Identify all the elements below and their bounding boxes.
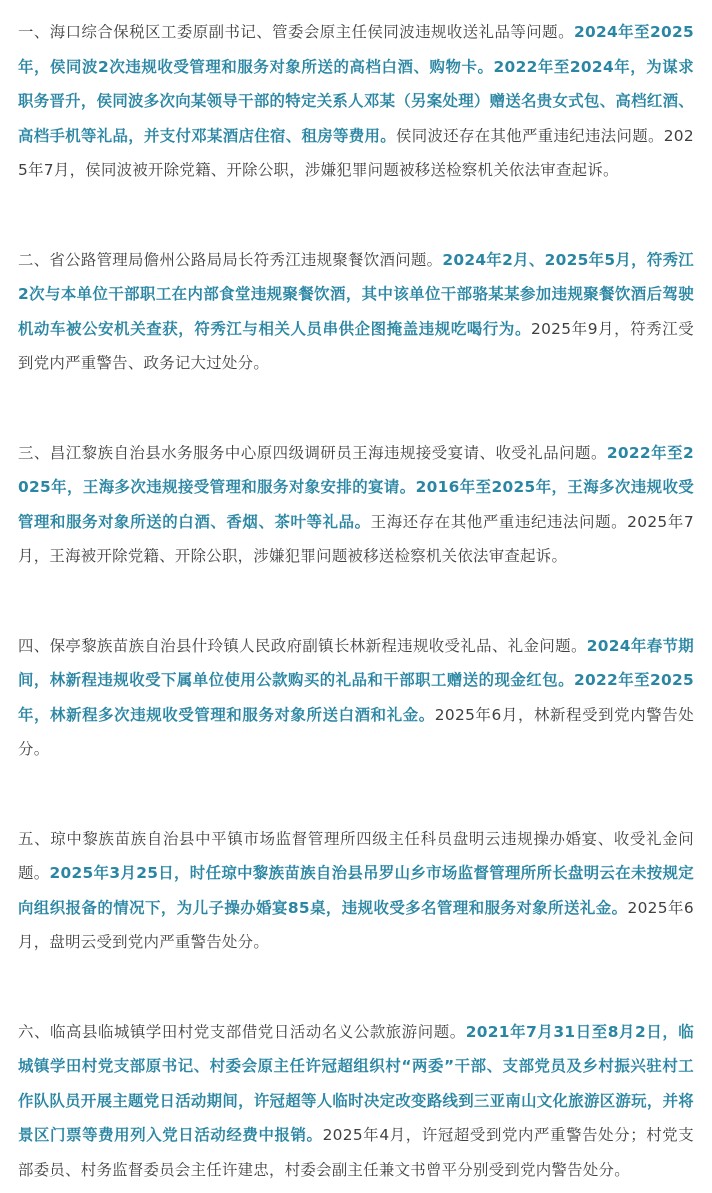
- case-highlight: 2025年3月25日，时任琼中黎族苗族自治县吊罗山乡市场监督管理所所长盘明云在未按规定向组织报备的情况下，为儿子操办婚宴85桌，违规收受多名管理和服务对象所送礼金。: [18, 864, 694, 917]
- case-paragraph-5: [18, 822, 694, 960]
- case-tail: 2025年6月，盘明云受到党内严重警告处分。: [18, 898, 694, 951]
- case-paragraph-6: [18, 1015, 694, 1188]
- case-lead: 二、省公路管理局儋州公路局局长符秀江违规聚餐饮酒问题。: [18, 250, 443, 269]
- case-lead: 四、保亭黎族苗族自治县什玲镇人民政府副镇长林新程违规收受礼品、礼金问题。: [18, 636, 587, 655]
- case-tail: 2025年6月，林新程受到党内警告处分。: [18, 705, 694, 758]
- case-paragraph-4: [18, 629, 694, 767]
- case-paragraph-1: [18, 15, 694, 188]
- case-lead: 六、临高县临城镇学田村党支部借党日活动名义公款旅游问题。: [18, 1022, 466, 1041]
- case-highlight: 2024年2月、2025年5月，符秀江2次与本单位干部职工在内部食堂违规聚餐饮酒，其中该单位干部骆某某参加违规聚餐饮酒后驾驶机动车被公安机关查获，符秀江与相关人员串供企图掩盖违规吃喝行为。: [18, 250, 694, 338]
- case-lead: 一、海口综合保税区工委原副书记、管委会原主任侯同波违规收送礼品等问题。: [18, 23, 574, 41]
- case-lead: 三、昌江黎族自治县水务服务中心原四级调研员王海违规接受宴请、收受礼品问题。: [18, 443, 607, 462]
- case-paragraph-3: [18, 436, 694, 574]
- case-paragraph-2: [18, 243, 694, 381]
- case-highlight: 2024年春节期间，林新程违规收受下属单位使用公款购买的礼品和干部职工赠送的现金红包。2022年至2025年，林新程多次违规收受管理和服务对象所送白酒和礼金。: [18, 636, 694, 724]
- case-tail: 侯同波还存在其他严重违纪违法问题。2025年7月，侯同波被开除党籍、开除公职，涉嫌犯罪问题被移送检察机关依法审查起诉。: [18, 126, 694, 179]
- case-lead: 五、琼中黎族苗族自治县中平镇市场监督管理所四级主任科员盘明云违规操办婚宴、收受礼金问题。: [18, 829, 694, 882]
- case-tail: 王海还存在其他严重违纪违法问题。2025年7月，王海被开除党籍、开除公职，涉嫌犯罪问题被移送检察机关依法审查起诉。: [18, 512, 694, 565]
- case-highlight: 2022年至2025年，王海多次违规接受管理和服务对象安排的宴请。2016年至2025年，王海多次违规收受管理和服务对象所送的白酒、香烟、茶叶等礼品。: [18, 443, 694, 531]
- case-tail: 2025年4月，许冠超受到党内严重警告处分；村党支部委员、村务监督委员会主任许建忠，村委会副主任兼文书曾平分别受到党内警告处分。: [18, 1126, 695, 1179]
- case-highlight: 2024年至2025年，侯同波2次违规收受管理和服务对象所送的高档白酒、购物卡。2022年至2024年，为谋求职务晋升，侯同波多次向某领导干部的特定关系人邓某（另案处理）赠送名贵女式包、高档红酒、高档手机等礼品，并支付邓某酒店住宿、租房等费用。: [18, 23, 694, 145]
- case-highlight: 2021年7月31日至8月2日，临城镇学田村党支部原书记、村委会原主任许冠超组织村“两委”干部、支部党员及乡村振兴驻村工作队队员开展主题党日活动期间，许冠超等人临时决定改变路线到三亚南山文化旅游区游玩，并将景区门票等费用列入党日活动经费中报销。: [18, 1022, 694, 1144]
- case-tail: 2025年9月，符秀江受到党内严重警告、政务记大过处分。: [18, 319, 694, 372]
